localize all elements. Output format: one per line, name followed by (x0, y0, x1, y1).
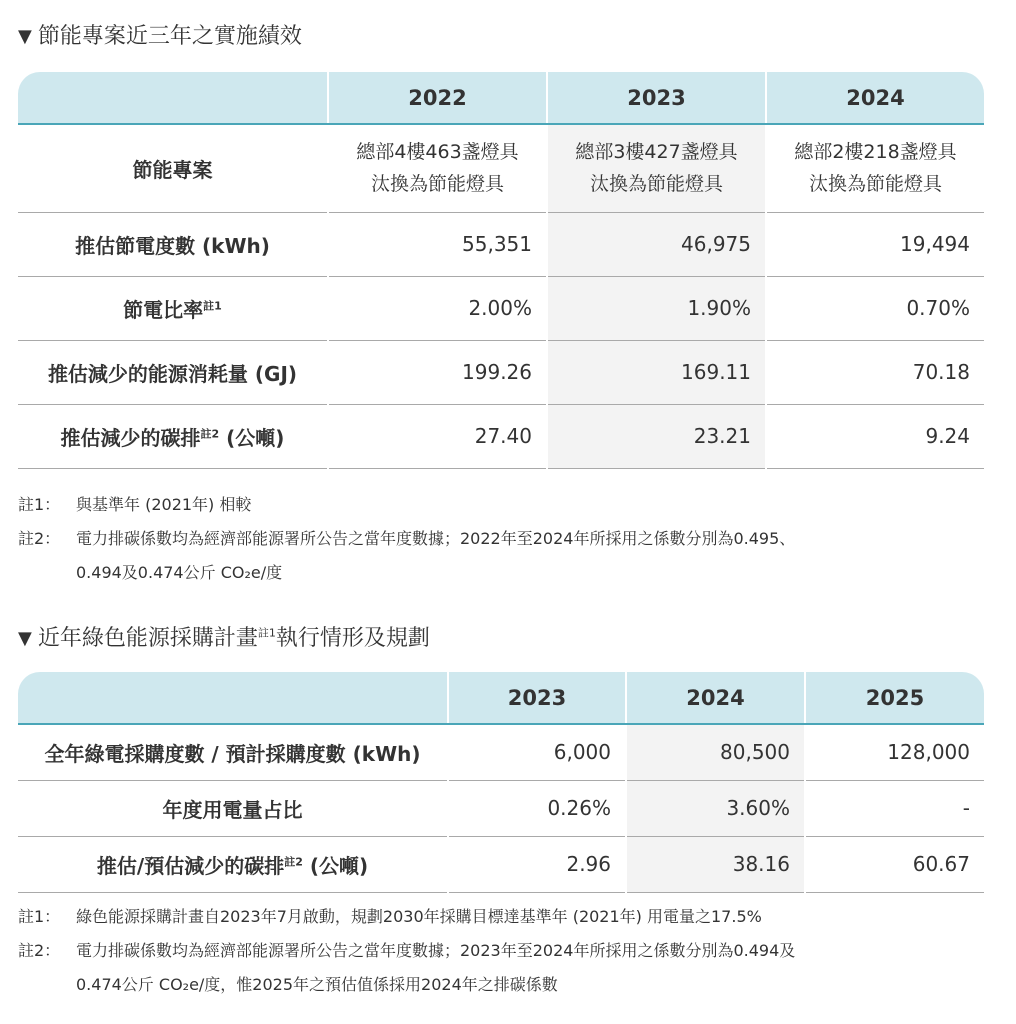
footnote-marker: 註1 (203, 298, 222, 312)
value-cell: 23.21 (547, 404, 766, 468)
section2-title-rest: 執行情形及規劃 (275, 626, 430, 651)
value-cell: 27.40 (328, 404, 547, 468)
energy-saving-table (18, 72, 984, 469)
footnote (18, 900, 998, 934)
table-row (18, 836, 984, 892)
row-label-text: 年度用電量占比 (162, 797, 303, 822)
green-energy-table (18, 672, 984, 893)
header-cell-2024: 2024 (766, 72, 984, 124)
footnote-label: 註1： (18, 495, 61, 514)
row-label-text: 推估/預估減少的碳排 (96, 853, 285, 878)
desc-text: 總部2樓218盞燈具 汰換為節能燈具 (794, 141, 957, 196)
value-cell: 0.70% (766, 276, 984, 340)
footnote-label: 註2： (18, 529, 61, 548)
row-label-text: 節能專案 (132, 157, 213, 182)
section2-notes (18, 900, 998, 1002)
footnote-marker: 註2 (200, 426, 220, 440)
desc-text: 總部4樓463盞燈具 汰換為節能燈具 (356, 141, 519, 196)
value-cell: 38.16 (626, 836, 805, 892)
header-cell-2024: 2024 (626, 672, 805, 724)
value-cell: 6,000 (448, 724, 626, 780)
footnote-text: 電力排碳係數均為經濟部能源署所公告之當年度數據；2023年至2024年所採用之係數分別為0.494及 (76, 941, 796, 960)
section1-title-text: 節能專案近三年之實施績效 (37, 24, 302, 49)
value-cell: 169.11 (547, 340, 766, 404)
row-label-unit: (公噸) (219, 425, 285, 450)
value-cell: - (805, 780, 984, 836)
header-cell-empty (18, 72, 328, 124)
table-row (18, 780, 984, 836)
row-label-text: 推估減少的能源消耗量 (GJ) (47, 361, 298, 386)
row-label (18, 340, 328, 404)
value-cell: 128,000 (805, 724, 984, 780)
row-label-text: 全年綠電採購度數 / 預計採購度數 (kWh) (44, 741, 421, 766)
footnote-text: 電力排碳係數均為經濟部能源署所公告之當年度數據；2022年至2024年所採用之係數分別為0.495、 (76, 529, 796, 548)
value-cell: 70.18 (766, 340, 984, 404)
footnote-text: 與基準年 (2021年) 相較 (76, 495, 252, 514)
row-label-text: 推估減少的碳排 (60, 425, 201, 450)
row-label (18, 212, 328, 276)
footnote-marker: 註2 (284, 854, 303, 868)
value-cell: 199.26 (328, 340, 547, 404)
table-row (18, 724, 984, 780)
header-cell-2025: 2025 (805, 672, 984, 724)
value-cell: 19,494 (766, 212, 984, 276)
desc-cell (766, 124, 984, 212)
value-cell: 60.67 (805, 836, 984, 892)
value-cell: 46,975 (547, 212, 766, 276)
table-row (18, 124, 984, 212)
desc-cell (547, 124, 766, 212)
header-cell-2022: 2022 (328, 72, 547, 124)
value-cell: 3.60% (626, 780, 805, 836)
footnote-label: 註1： (18, 907, 61, 926)
table-row (18, 404, 984, 468)
desc-cell (328, 124, 547, 212)
row-label (18, 404, 328, 468)
footnote-marker: 註1 (257, 626, 276, 640)
triangle-down-icon: ▼ (18, 628, 32, 649)
footnote-label: 註2： (18, 941, 61, 960)
value-cell: 55,351 (328, 212, 547, 276)
row-label (18, 276, 328, 340)
footnote-text: 綠色能源採購計畫自2023年7月啟動，規劃2030年採購目標達基準年 (2021年) 用電量之17.5% (76, 907, 762, 926)
footnote (18, 522, 998, 556)
value-cell: 0.26% (448, 780, 626, 836)
value-cell: 2.96 (448, 836, 626, 892)
row-label (18, 780, 448, 836)
header-cell-empty (18, 672, 448, 724)
value-cell: 9.24 (766, 404, 984, 468)
section2-title-main: 近年綠色能源採購計畫 (37, 626, 258, 651)
footnote-continuation: 0.474公斤 CO₂e/度，惟2025年之預估值係採用2024年之排碳係數 (76, 975, 558, 994)
footnote-continuation: 0.494及0.474公斤 CO₂e/度 (76, 563, 283, 582)
row-label-text: 推估節電度數 (kWh) (75, 233, 270, 258)
table-header-row (18, 672, 984, 724)
section1-notes (18, 488, 998, 590)
footnote (18, 934, 998, 968)
table-row (18, 212, 984, 276)
header-cell-2023: 2023 (547, 72, 766, 124)
section1-title (18, 22, 302, 52)
desc-text: 總部3樓427盞燈具 汰換為節能燈具 (575, 141, 738, 196)
table-row (18, 340, 984, 404)
section2-title-text (38, 624, 430, 654)
row-label-text: 節電比率 (123, 297, 204, 322)
value-cell: 80,500 (626, 724, 805, 780)
section2-title (18, 624, 430, 654)
row-label (18, 836, 448, 892)
row-label (18, 124, 328, 212)
header-cell-2023: 2023 (448, 672, 626, 724)
row-label (18, 724, 448, 780)
footnote (18, 488, 998, 522)
table-header-row (18, 72, 984, 124)
table-row (18, 276, 984, 340)
value-cell: 1.90% (547, 276, 766, 340)
row-label-unit: (公噸) (302, 853, 369, 878)
value-cell: 2.00% (328, 276, 547, 340)
triangle-down-icon: ▼ (18, 26, 32, 47)
